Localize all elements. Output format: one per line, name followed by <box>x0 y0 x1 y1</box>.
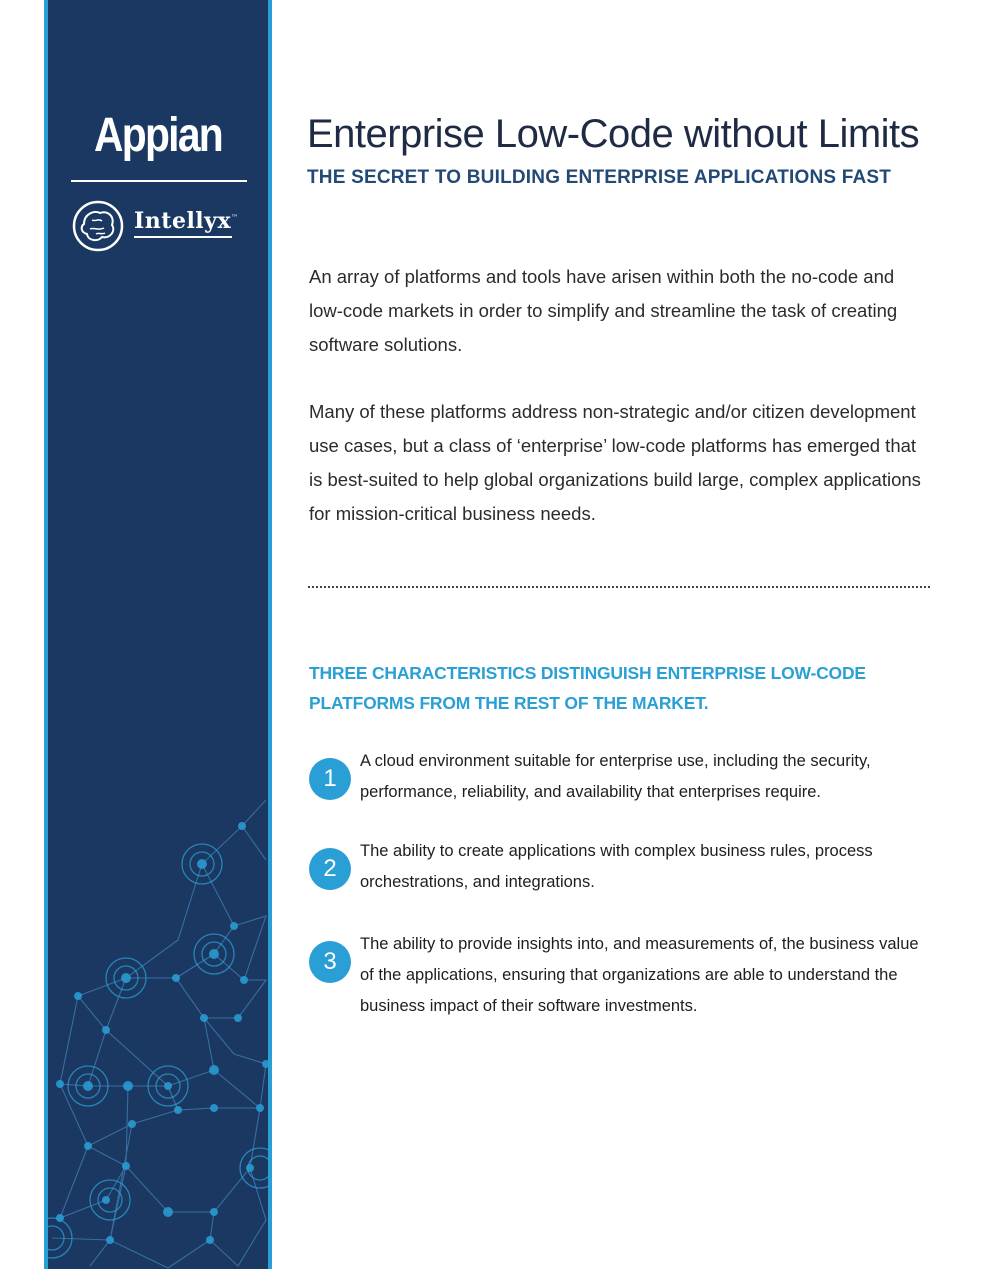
number-badge: 1 <box>309 758 351 800</box>
logo-divider <box>71 180 247 182</box>
intellyx-logo-text: Intellyx <box>134 208 232 234</box>
characteristics-heading: THREE CHARACTERISTICS DISTINGUISH ENTERPRISE LOW-CODE PLATFORMS FROM THE REST OF THE MARKET. <box>309 663 866 713</box>
characteristic-text: A cloud environment suitable for enterprise use, including the security, performance, reliability, and availability that enterprises require. <box>360 752 871 801</box>
sidebar <box>44 0 272 1269</box>
characteristic-text: The ability to provide insights into, and measurements of, the business value of the applications, ensuring that organizations are able to understand the business impact of their software investments. <box>360 935 919 1015</box>
intellyx-brain-icon <box>72 200 124 252</box>
network-decoration <box>48 780 268 1269</box>
number-badge: 2 <box>309 848 351 890</box>
context-paragraph: Many of these platforms address non-strategic and/or citizen development use cases, but a class of ‘enterprise’ low-code platforms has emerged that is best-suited to help global organizations build large, complex applications for mission-critical business needs. <box>309 401 921 524</box>
characteristic-text: The ability to create applications with complex business rules, process orchestrations, and integrations. <box>360 842 873 891</box>
trademark-mark: ™ <box>231 213 239 222</box>
intellyx-underline <box>134 236 232 238</box>
intellyx-logo <box>134 208 239 234</box>
intro-paragraph: An array of platforms and tools have arisen within both the no-code and low-code markets in order to simplify and streamline the task of creating software solutions. <box>309 266 898 355</box>
page-subtitle: THE SECRET TO BUILDING ENTERPRISE APPLICATIONS FAST <box>307 167 892 188</box>
appian-logo: Appian <box>93 109 223 162</box>
number-badge: 3 <box>309 941 351 983</box>
dotted-divider <box>308 586 930 588</box>
page-title: Enterprise Low-Code without Limits <box>307 112 920 156</box>
